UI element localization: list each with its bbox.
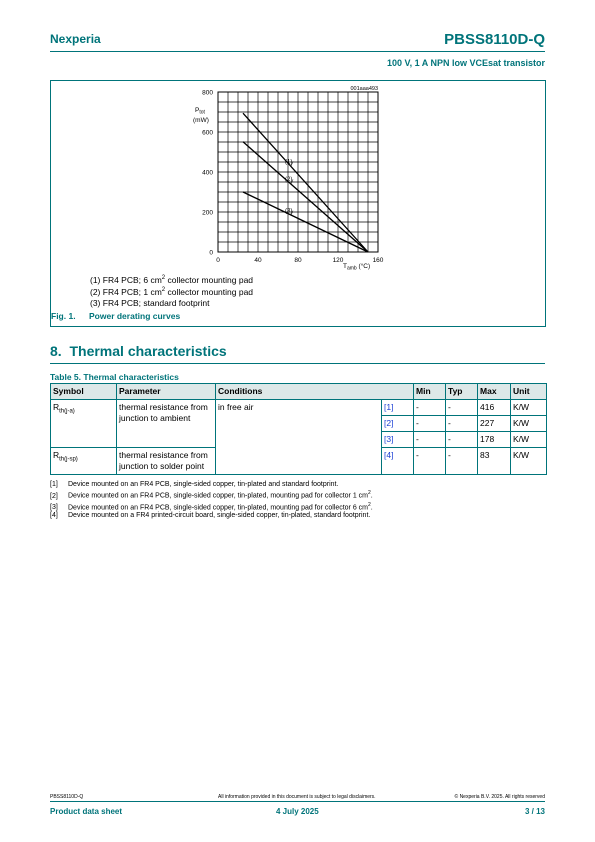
section-heading — [50, 343, 227, 359]
table-notes — [50, 481, 373, 520]
series-line — [243, 113, 368, 252]
conditions-cell: in free air — [216, 400, 382, 475]
table-header-row — [51, 384, 547, 400]
y-tick-label: 0 — [209, 249, 213, 257]
typ-cell: - — [446, 432, 478, 448]
y-axis-unit: (mW) — [193, 117, 209, 124]
unit-cell: K/W — [511, 416, 547, 432]
header-max: Max — [478, 384, 511, 400]
legend-item: (3) FR4 PCB; standard footprint — [90, 297, 210, 308]
note-ref-link[interactable]: [1] — [382, 400, 414, 416]
unit-cell: K/W — [511, 432, 547, 448]
note-item: [4] Device mounted on a FR4 printed-circuit board, single-sided copper, tin-plated, standard footprint. — [50, 512, 371, 520]
table-caption: Table 5. Thermal characteristics — [50, 372, 179, 382]
footer-disclaimer: All information provided in this document is subject to legal disclaimers. — [218, 794, 376, 800]
symbol-cell: $R_{th(j-a)}$ — [51, 400, 117, 448]
footer-doc-type: Product data sheet — [50, 807, 123, 816]
note-ref-link[interactable]: [2] — [382, 416, 414, 432]
footer-page: 3 / 13 — [524, 807, 545, 816]
series-label: (2) — [285, 177, 293, 184]
part-number: PBSS8110D-Q — [444, 31, 545, 48]
note-ref-link[interactable]: [3] — [382, 432, 414, 448]
x-tick-label: 40 — [254, 257, 262, 264]
x-axis-label: $T_{amb}$ (°C) — [343, 263, 371, 272]
note-item: [2] Device mounted on an FR4 PCB, single-sided copper, tin-plated, mounting pad for collector 1 $cm^2$. — [50, 490, 373, 500]
x-tick-label: 80 — [294, 257, 302, 264]
footer-copyright: © Nexperia B.V. 2025. All rights reserved — [454, 794, 545, 800]
header-parameter: Parameter — [117, 384, 216, 400]
figure-label: Fig. 1. — [51, 311, 76, 321]
figure-legend — [90, 273, 253, 308]
note-item: [3] Device mounted on an FR4 PCB, single-sided copper, tin-plated, mounting pad for collector 6 $cm^2$. — [50, 501, 373, 512]
max-cell: 227 — [478, 416, 511, 432]
legend-item: (1) FR4 PCB; 6 $cm^2$ collector mounting pad — [90, 274, 254, 285]
section-rule — [50, 363, 545, 364]
max-cell: 178 — [478, 432, 511, 448]
thermal-table — [50, 383, 547, 475]
header-symbol: Symbol — [51, 384, 117, 400]
min-cell: - — [414, 448, 446, 475]
unit-cell: K/W — [511, 448, 547, 475]
section-title: Thermal characteristics — [69, 343, 227, 359]
header-conditions: Conditions — [216, 384, 414, 400]
series-line — [243, 142, 368, 252]
min-cell: - — [414, 400, 446, 416]
brand-name: Nexperia — [50, 32, 101, 46]
min-cell: - — [414, 416, 446, 432]
x-tick-label: 120 — [332, 257, 344, 264]
footer-date: 4 July 2025 — [276, 807, 319, 816]
max-cell: 416 — [478, 400, 511, 416]
note-item: [1] Device mounted on an FR4 PCB, single-sided copper, tin-plated and standard footprint. — [50, 481, 339, 488]
symbol-cell: $R_{th(j-sp)}$ — [51, 448, 117, 475]
y-tick-label: 200 — [202, 209, 213, 217]
section-number: 8. — [50, 343, 62, 359]
parameter-cell: thermal resistance from junction to ambient — [117, 400, 216, 448]
y-axis-label: $P_{tot}$ — [195, 107, 205, 116]
note-ref-link[interactable]: [4] — [382, 448, 414, 475]
header-min: Min — [414, 384, 446, 400]
y-tick-label: 400 — [202, 169, 213, 177]
max-cell: 83 — [478, 448, 511, 475]
header-typ: Typ — [446, 384, 478, 400]
document-subtitle: 100 V, 1 A NPN low VCEsat transistor — [386, 58, 545, 68]
typ-cell: - — [446, 448, 478, 475]
x-tick-label: 160 — [372, 257, 384, 264]
series-label: (3) — [285, 208, 293, 215]
y-tick-label: 800 — [202, 89, 213, 97]
x-tick-label: 0 — [216, 257, 220, 264]
footer-rule — [50, 801, 545, 802]
table-row — [51, 400, 547, 416]
figure-caption-text: Power derating curves — [89, 311, 181, 321]
typ-cell: - — [446, 400, 478, 416]
footer-doc-id: PBSS8110D-Q — [50, 794, 84, 800]
figure-code: 001aaa493 — [350, 86, 378, 92]
parameter-cell: thermal resistance from junction to solder point — [117, 448, 216, 475]
figure-caption — [51, 311, 180, 321]
series-label: (1) — [285, 159, 293, 166]
unit-cell: K/W — [511, 400, 547, 416]
header-unit: Unit — [511, 384, 547, 400]
typ-cell: - — [446, 416, 478, 432]
legend-item: (2) FR4 PCB; 1 $cm^2$ collector mounting pad — [90, 287, 254, 298]
y-tick-label: 600 — [202, 129, 213, 137]
min-cell: - — [414, 432, 446, 448]
